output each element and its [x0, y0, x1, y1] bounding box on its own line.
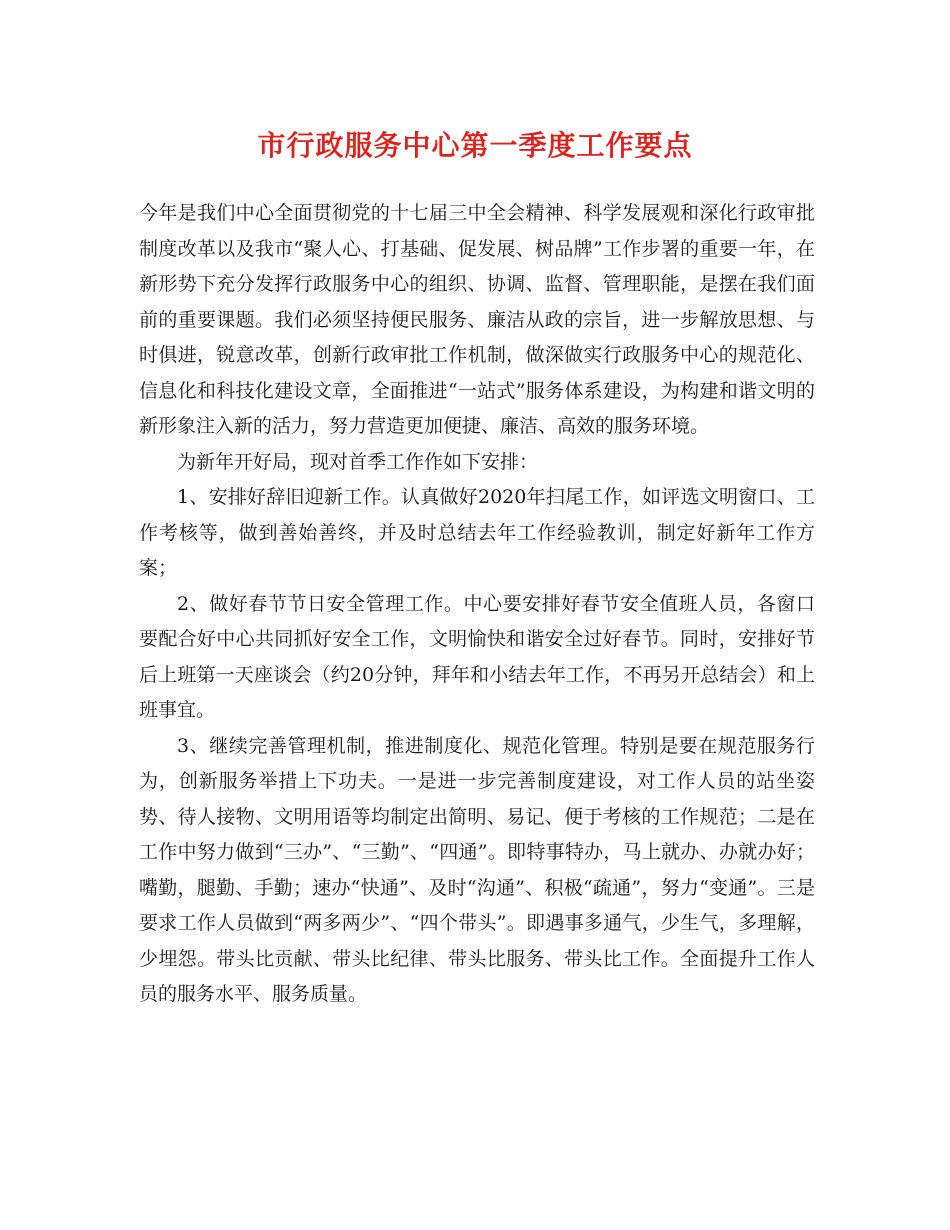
- paragraph-arrangement: 为新年开好局，现对首季工作作如下安排：: [177, 450, 539, 473]
- paragraph-intro: 今年是我们中心全面贯彻党的十七届三中全会精神、科学发展观和深化行政审批制度改革以及我市“聚人心、打基础、促发展、树品牌”工作步署的重要一年，在新形势下充分发挥行政服务中心的组织、协调、监督、管理职能，是摆在我们面前的重要课题。我们必须坚持便民服务、廉洁从政的宗旨，进一步解放思想、与时俱进，锐意改革，创新行政审批工作机制，做深做实行政服务中心的规范化、信息化和科技化建设文章，全面推进“一站式”服务体系建设，为构建和谐文明的新形象注入新的活力，努力营造更加便捷、廉洁、高效的服务环境。: [139, 202, 815, 437]
- document-title: 市行政服务中心第一季度工作要点: [257, 129, 693, 162]
- paragraph-item-2: 2、做好春节节日安全管理工作。中心要安排好春节安全值班人员，各窗口要配合好中心共同抓好安全工作，文明愉快和谐安全过好春节。同时，安排好节后上班第一天座谈会（约20分钟，拜年和小结去年工作，不再另开总结会）和上班事宜。: [139, 592, 815, 721]
- paragraph-item-3: 3、继续完善管理机制，推进制度化、规范化管理。特别是要在规范服务行为，创新服务举措上下功夫。一是进一步完善制度建设，对工作人员的站坐姿势、待人接物、文明用语等均制定出简明、易记、便于考核的工作规范；二是在工作中努力做到“三办”、“三勤”、“四通”。即特事特办，马上就办、办就办好；嘴勤，腿勤、手勤；速办“快通”、及时“沟通”、积极“疏通”，努力“变通”。三是要求工作人员做到“两多两少”、“四个带头”。即遇事多通气，少生气，多理解，少埋怨。带头比贡献、带头比纪律、带头比服务、带头比工作。全面提升工作人员的服务水平、服务质量。: [139, 734, 815, 1005]
- paragraph-item-1: 1、安排好辞旧迎新工作。认真做好2020年扫尾工作，如评选文明窗口、工作考核等，做到善始善终，并及时总结去年工作经验教训，制定好新年工作方案；: [139, 486, 815, 579]
- document-body: [139, 196, 815, 1013]
